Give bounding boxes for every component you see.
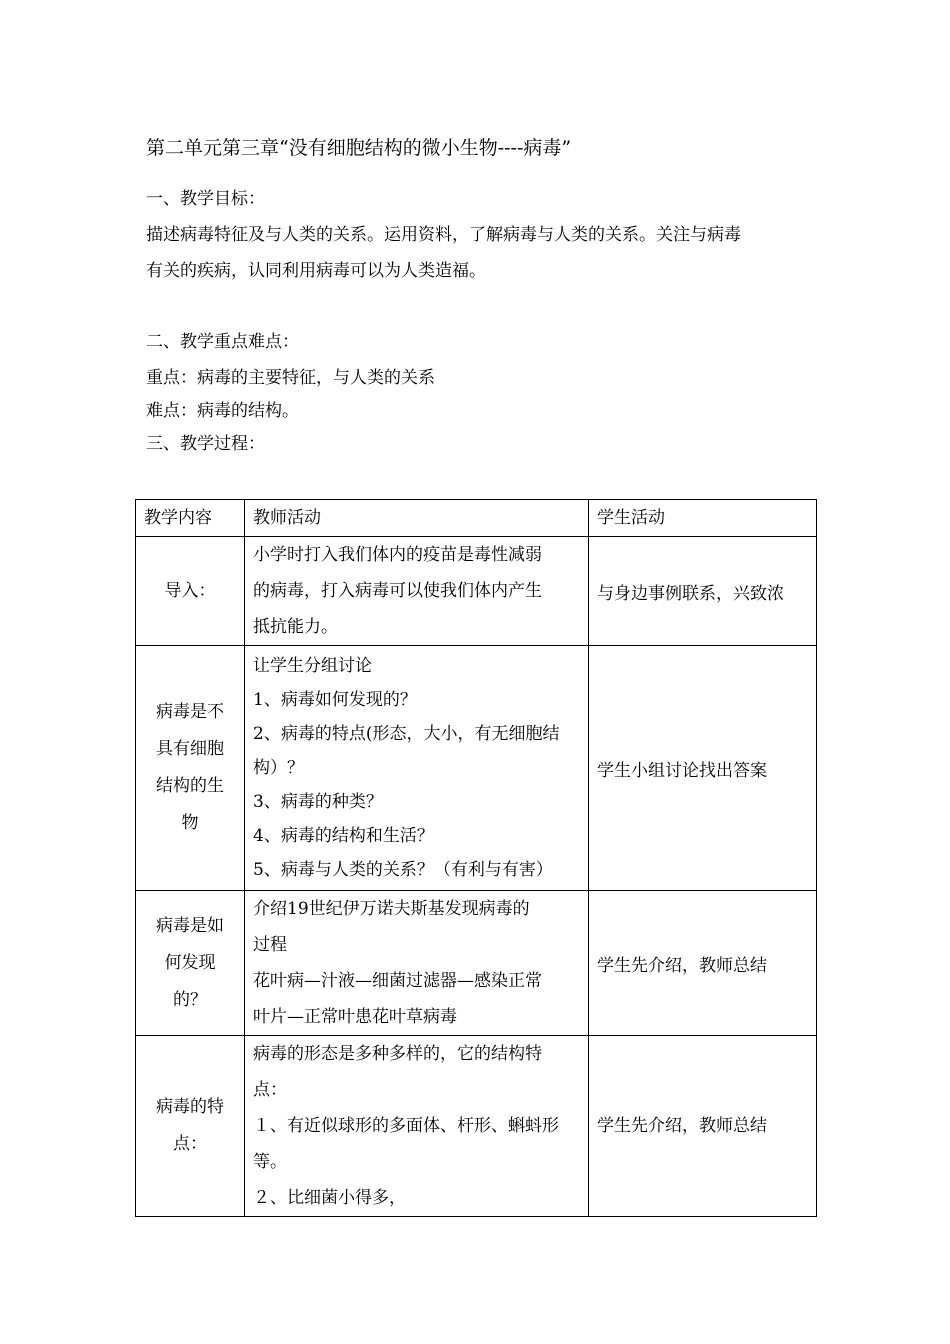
content-line: 物 <box>181 813 199 833</box>
header-teacher-activity: 教师活动 <box>245 500 589 537</box>
teacher-line: 等。 <box>253 1152 287 1172</box>
content-line: 何发现 <box>164 952 216 973</box>
row-student-cell: 与身边事例联系，兴致浓 <box>589 537 817 646</box>
key-point-text: 重点：病毒的主要特征，与人类的关系 <box>146 368 435 388</box>
teacher-line: 小学时打入我们体内的疫苗是毒性减弱 <box>253 545 542 565</box>
row-content-cell <box>136 537 245 646</box>
teacher-line: 点： <box>253 1080 287 1100</box>
row-content-cell <box>136 891 245 1036</box>
section-key-points-heading: 二、教学重点难点： <box>146 332 299 352</box>
teacher-line: 花叶病—汁液—细菌过滤器—感染正常 <box>253 971 542 991</box>
row-content-cell <box>136 646 245 891</box>
table-row <box>136 1036 817 1217</box>
table-row <box>136 646 817 891</box>
row-teacher-cell <box>245 646 589 891</box>
row-teacher-cell <box>245 891 589 1036</box>
teacher-line: 4、病毒的结构和生活？ <box>253 826 434 846</box>
content-line: 结构的生 <box>156 776 224 796</box>
teacher-line: 1、病毒如何发现的？ <box>253 690 417 710</box>
row-teacher-cell <box>245 1036 589 1217</box>
row-teacher-cell <box>245 537 589 646</box>
row-student-cell: 学生先介绍，教师总结 <box>589 891 817 1036</box>
content-line: 具有细胞 <box>156 739 224 759</box>
lesson-plan-table <box>135 499 817 1217</box>
section-teaching-process-heading: 三、教学过程： <box>146 434 265 454</box>
teacher-line: 过程 <box>253 935 287 955</box>
content-line: 导入： <box>164 580 216 601</box>
table-row <box>136 537 817 646</box>
header-student-activity: 学生活动 <box>589 500 817 537</box>
teacher-line: 叶片—正常叶患花叶草病毒 <box>253 1007 457 1027</box>
teacher-line: 病毒的形态是多种多样的，它的结构特 <box>253 1044 542 1064</box>
teacher-line: 抵抗能力。 <box>253 617 338 637</box>
header-content: 教学内容 <box>136 500 245 537</box>
content-line: 的？ <box>173 989 207 1010</box>
teaching-goals-line-2: 有关的疾病，认同利用病毒可以为人类造福。 <box>146 261 486 281</box>
row-student-cell: 学生小组讨论找出答案 <box>589 646 817 891</box>
content-line: 病毒的特 <box>156 1097 224 1117</box>
teacher-line: 5、病毒与人类的关系？（有利与有害） <box>253 860 553 880</box>
content-line: 病毒是如 <box>156 915 224 936</box>
table-row <box>136 891 817 1036</box>
teacher-line: １、有近似球形的多面体、杆形、蝌蚪形 <box>253 1116 559 1136</box>
teacher-line: 3、病毒的种类？ <box>253 792 383 812</box>
row-content-cell <box>136 1036 245 1217</box>
teaching-goals-line-1: 描述病毒特征及与人类的关系。运用资料，了解病毒与人类的关系。关注与病毒 <box>146 225 741 245</box>
table-header-row <box>136 500 817 537</box>
content-line: 点： <box>173 1134 207 1154</box>
difficult-point-text: 难点：病毒的结构。 <box>146 401 299 421</box>
teacher-line: 构）？ <box>253 758 304 778</box>
document-title: 第二单元第三章“没有细胞结构的微小生物----病毒” <box>146 137 572 159</box>
teacher-line: 让学生分组讨论 <box>253 656 372 676</box>
teacher-line: 2、病毒的特点(形态，大小，有无细胞结 <box>253 724 560 744</box>
content-line: 病毒是不 <box>156 702 224 722</box>
teacher-line: 的病毒，打入病毒可以使我们体内产生 <box>253 581 542 601</box>
section-teaching-goals-heading: 一、教学目标： <box>146 189 265 209</box>
teacher-line: 介绍19世纪伊万诺夫斯基发现病毒的 <box>253 899 530 919</box>
row-student-cell: 学生先介绍，教师总结 <box>589 1036 817 1217</box>
teacher-line: ２、比细菌小得多， <box>253 1188 406 1208</box>
